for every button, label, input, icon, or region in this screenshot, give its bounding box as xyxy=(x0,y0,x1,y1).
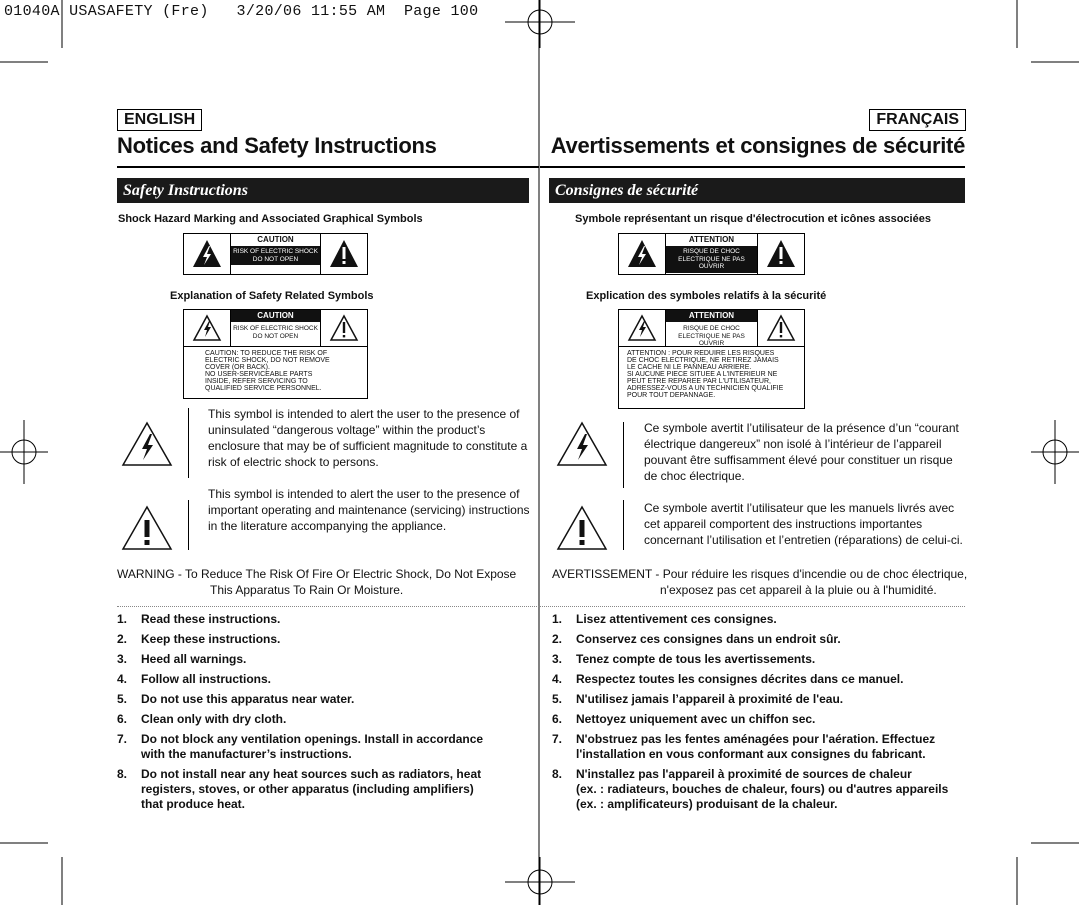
lightning-description-fr: Ce symbole avertit l’utilisateur de la présence d’un “courant électrique dangereux” non isolé à l’intérieur de l’appareil pouvant être suffisamment élevé pour constituer un risque de choc électrique. xyxy=(644,421,959,483)
exclamation-symbol-icon xyxy=(556,504,608,552)
explanation-heading-fr: Explication des symboles relatifs à la sécurité xyxy=(586,290,827,302)
list-item xyxy=(117,632,537,647)
list-item-text: Heed all warnings. xyxy=(141,652,247,666)
lightning-triangle-outline-icon xyxy=(184,310,230,346)
list-item-number: 5. xyxy=(552,692,563,706)
dotted-separator xyxy=(117,606,539,607)
label-head: CAUTION xyxy=(231,310,320,322)
label-body: RISK OF ELECTRIC SHOCK DO NOT OPEN xyxy=(231,246,320,265)
list-item xyxy=(552,732,972,762)
exclamation-description-fr: Ce symbole avertit l’utilisateur que les manuels livrés avec cet appareil comportent des instructions importantes concernant l’utilisation et l’entretien (réparations) de celui-ci. xyxy=(644,501,963,547)
list-item xyxy=(117,767,537,812)
lightning-symbol-icon xyxy=(556,420,608,468)
list-item xyxy=(552,767,972,812)
list-item-text: Conservez ces consignes dans un endroit sûr. xyxy=(576,632,841,646)
explanation-heading: Explanation of Safety Related Symbols xyxy=(170,290,374,302)
label-head: ATTENTION xyxy=(688,235,735,244)
symbol-divider xyxy=(188,500,189,550)
page-title-french: Avertissements et consignes de sécurité xyxy=(550,133,965,158)
shock-hazard-heading-fr: Symbole représentant un risque d'électrocution et icônes associées xyxy=(575,213,931,225)
list-item xyxy=(117,672,537,687)
exclamation-symbol-icon xyxy=(121,504,173,552)
label-head: CAUTION xyxy=(257,235,294,244)
list-item xyxy=(552,612,972,627)
exclamation-triangle-outline-icon xyxy=(758,310,804,346)
section-band-french: Consignes de sécurité xyxy=(549,178,965,203)
label-body: RISQUE DE CHOC ELECTRIQUE NE PAS OUVRIR xyxy=(666,246,757,273)
exclamation-triangle-icon xyxy=(321,234,367,274)
instructions-list-english xyxy=(117,612,537,817)
label-caption: ATTENTION : POUR REDUIRE LES RISQUES DE CHOC ELECTRIQUE, NE RETIREZ JAMAIS LE CACHE NI LE PANNEAU ARRIERE. SI AUCUNE PIECE SITUEE A L'INTERIEUR NE PEUT ETRE REPAREE PAR L'UTILISATEUR, ADRESSEZ-VOUS A UN TECHNICIEN QUALIFIE POUR TOUT DEPANNAGE. xyxy=(627,350,784,399)
attention-label-explained xyxy=(618,309,805,409)
list-item-number: 3. xyxy=(117,652,128,666)
list-item xyxy=(117,612,537,627)
list-item-text: Tenez compte de tous les avertissements. xyxy=(576,652,816,666)
list-item-text: Do not install near any heat sources such as radiators, heat registers, stoves, or other apparatus (including amplifiers) that produce heat. xyxy=(141,767,482,811)
title-rule xyxy=(117,166,539,168)
list-item xyxy=(552,712,972,727)
list-item-text: Respectez toutes les consignes décrites dans ce manuel. xyxy=(576,672,904,686)
caution-label xyxy=(183,233,368,275)
print-slug: 01040A USASAFETY (Fre) 3/20/06 11:55 AM Page 100 xyxy=(4,3,479,20)
label-head: ATTENTION xyxy=(666,310,757,322)
list-item-text: Nettoyez uniquement avec un chiffon sec. xyxy=(576,712,816,726)
warning-text: WARNING - To Reduce The Risk Of Fire Or Electric Shock, Do Not Expose xyxy=(117,567,517,581)
list-item xyxy=(117,732,537,762)
symbol-divider xyxy=(188,408,189,478)
list-item-text: Read these instructions. xyxy=(141,612,281,626)
list-item xyxy=(552,672,972,687)
symbol-divider xyxy=(623,422,624,488)
instructions-list-french xyxy=(552,612,972,817)
exclamation-description: This symbol is intended to alert the user to the presence of important operating and maintenance (servicing) instructions in the literature accompanying the appliance. xyxy=(208,487,530,533)
list-item-number: 5. xyxy=(117,692,128,706)
list-item-text: N'utilisez jamais l’appareil à proximité de l'eau. xyxy=(576,692,844,706)
list-item-number: 7. xyxy=(117,732,128,746)
list-item-number: 2. xyxy=(117,632,128,646)
lightning-triangle-icon xyxy=(619,234,665,274)
list-item-number: 1. xyxy=(117,612,128,626)
label-body: RISQUE DE CHOC ELECTRIQUE NE PAS OUVRIR xyxy=(678,325,745,347)
list-item-number: 8. xyxy=(117,767,128,781)
language-badge-english: ENGLISH xyxy=(117,109,202,131)
list-item-text: Keep these instructions. xyxy=(141,632,281,646)
list-item xyxy=(552,692,972,707)
list-item-text: Clean only with dry cloth. xyxy=(141,712,287,726)
list-item xyxy=(117,692,537,707)
list-item-text: N'installez pas l'appareil à proximité de sources de chaleur (ex. : radiateurs, bouches de chaleur, fours) ou d'autres appareils (ex. : amplificateurs) produisant de la chaleur. xyxy=(576,767,949,811)
list-item-number: 4. xyxy=(117,672,128,686)
page-title-english: Notices and Safety Instructions xyxy=(117,133,437,158)
list-item-number: 2. xyxy=(552,632,563,646)
dotted-separator xyxy=(540,606,965,607)
section-band-english: Safety Instructions xyxy=(117,178,529,203)
list-item-text: Lisez attentivement ces consignes. xyxy=(576,612,777,626)
list-item-text: Follow all instructions. xyxy=(141,672,272,686)
list-item-text: Do not use this apparatus near water. xyxy=(141,692,355,706)
list-item-number: 6. xyxy=(552,712,563,726)
list-item-number: 1. xyxy=(552,612,563,626)
list-item-number: 7. xyxy=(552,732,563,746)
lightning-symbol-icon xyxy=(121,420,173,468)
caution-label-explained xyxy=(183,309,368,399)
warning-text-fr-cont: n'exposez pas cet appareil à la pluie ou à l'humidité. xyxy=(660,583,937,597)
list-item-number: 4. xyxy=(552,672,563,686)
attention-label xyxy=(618,233,805,275)
list-item-text: Do not block any ventilation openings. Install in accordance with the manufacturer’s instructions. xyxy=(141,732,484,761)
list-item-number: 6. xyxy=(117,712,128,726)
list-item-text: N'obstruez pas les fentes aménagées pour l'aération. Effectuez l'installation en vous conformant aux consignes du fabricant. xyxy=(576,732,936,761)
list-item xyxy=(552,632,972,647)
label-body: RISK OF ELECTRIC SHOCK DO NOT OPEN xyxy=(233,325,318,340)
exclamation-triangle-outline-icon xyxy=(321,310,367,346)
list-item xyxy=(117,712,537,727)
label-caption: CAUTION: TO REDUCE THE RISK OF ELECTRIC SHOCK, DO NOT REMOVE COVER (OR BACK). NO USER-SERVICEABLE PARTS INSIDE, REFER SERVICING TO QUALIFIED SERVICE PERSONNEL. xyxy=(205,350,330,392)
lightning-triangle-icon xyxy=(184,234,230,274)
lightning-triangle-outline-icon xyxy=(619,310,665,346)
symbol-divider xyxy=(623,500,624,550)
list-item-number: 3. xyxy=(552,652,563,666)
exclamation-triangle-icon xyxy=(758,234,804,274)
title-rule xyxy=(540,166,965,168)
language-badge-french: FRANÇAIS xyxy=(869,109,966,131)
shock-hazard-heading: Shock Hazard Marking and Associated Graphical Symbols xyxy=(118,213,423,225)
list-item-number: 8. xyxy=(552,767,563,781)
list-item xyxy=(552,652,972,667)
lightning-description: This symbol is intended to alert the user to the presence of uninsulated “dangerous voltage” within the product’s enclosure that may be of sufficient magnitude to constitute a risk of electric shock to persons. xyxy=(208,407,528,469)
warning-text-fr: AVERTISSEMENT - Pour réduire les risques d'incendie ou de choc électrique, xyxy=(552,567,968,581)
warning-text-cont: This Apparatus To Rain Or Moisture. xyxy=(210,583,404,597)
list-item xyxy=(117,652,537,667)
